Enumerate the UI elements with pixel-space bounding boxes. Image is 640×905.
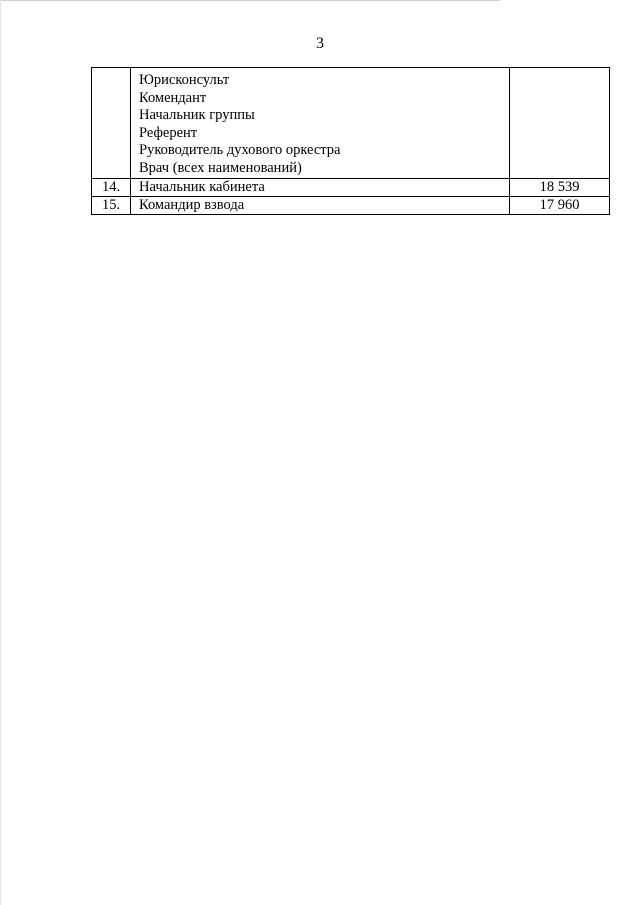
scan-edge-left <box>0 0 1 905</box>
row-number-cell <box>92 68 131 179</box>
position-name: Комендант <box>139 89 207 106</box>
position-name-cell: Командир взвода <box>131 197 510 215</box>
position-names-cell <box>131 68 510 179</box>
page-number: 3 <box>316 35 324 52</box>
salary-value-cell: 18 539 <box>510 179 610 197</box>
position-name: Юрисконсульт <box>139 72 230 88</box>
table-row <box>92 197 610 215</box>
position-name: Референт <box>139 124 198 141</box>
row-number-cell: 14. <box>92 179 131 197</box>
scan-edge-top <box>0 0 500 1</box>
table-row <box>92 179 610 197</box>
row-number-cell: 15. <box>92 197 131 215</box>
position-name: Начальник группы <box>139 107 255 123</box>
salary-value-cell <box>510 68 610 179</box>
position-name: Руководитель духового оркестра <box>139 142 341 158</box>
salary-value-cell: 17 960 <box>510 197 610 215</box>
position-name-cell: Начальник кабинета <box>131 179 510 197</box>
position-name: Врач (всех наименований) <box>139 159 302 176</box>
table-row-continued <box>92 68 610 179</box>
salary-table <box>91 67 610 215</box>
